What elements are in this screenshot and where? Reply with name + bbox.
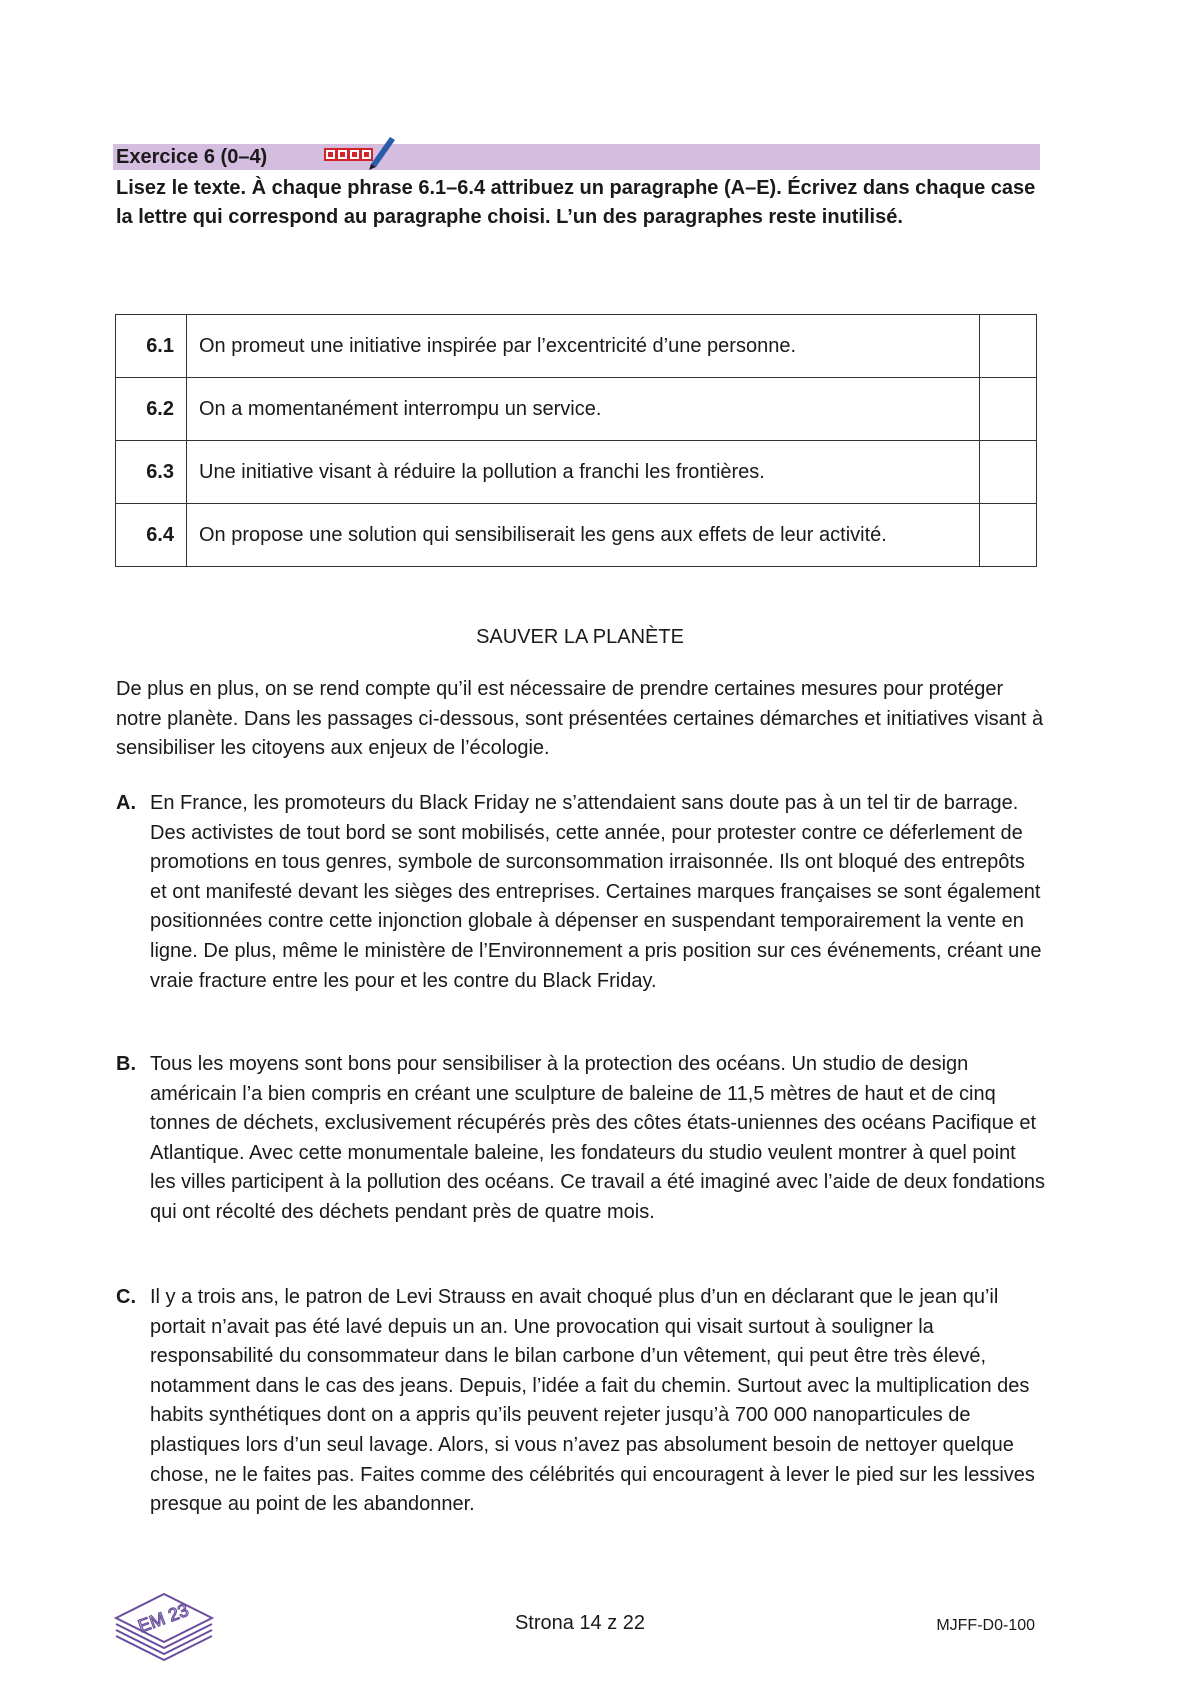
paragraph-letter: C. bbox=[116, 1286, 136, 1308]
exam-code: MJFF-D0-100 bbox=[936, 1617, 1035, 1634]
task-row bbox=[116, 378, 1037, 441]
page-number: Strona 14 z 22 bbox=[514, 1612, 646, 1634]
article-title: SAUVER LA PLANÈTE bbox=[476, 626, 684, 648]
paragraph-letter: B. bbox=[116, 1053, 136, 1075]
answer-box[interactable] bbox=[980, 378, 1037, 441]
task-row bbox=[116, 504, 1037, 567]
paragraph-c bbox=[116, 1283, 1046, 1520]
answer-box[interactable] bbox=[980, 315, 1037, 378]
answer-box[interactable] bbox=[980, 504, 1037, 567]
article-intro: De plus en plus, on se rend compte qu’il est nécessaire de prendre certaines mesures pour protéger notre planète. Dans les passages ci-dessous, sont présentées certaines démarches et initiatives visant à sensibiliser les citoyens aux enjeux de l’écologie. bbox=[116, 678, 1044, 760]
paragraph-a bbox=[116, 789, 1046, 996]
task-number: 6.2 bbox=[116, 378, 187, 441]
checkbox-icons bbox=[325, 149, 372, 160]
task-number: 6.4 bbox=[116, 504, 187, 567]
task-text: On promeut une initiative inspirée par l’excentricité d’une personne. bbox=[187, 315, 980, 378]
paragraph-b bbox=[116, 1050, 1046, 1228]
answer-box[interactable] bbox=[980, 441, 1037, 504]
paragraph-text: En France, les promoteurs du Black Friday ne s’attendaient sans doute pas à un tel tir de barrage. Des activistes de tout bord se sont mobilisés, cette année, pour protester contre ce déferlement de promotions en tous genres, symbole de surconsommation irraisonnée. Ils ont bloqué des entrepôts et ont manifesté devant les sièges des entreprises. Certaines marques françaises se sont également positionnées contre cette injonction globale à dépenser en suspendant temporairement la vente en ligne. De plus, même le ministère de l’Environnement a pris position sur ces événements, créant une vraie fracture entre les pour et les contre du Black Friday. bbox=[150, 792, 1042, 992]
task-table bbox=[115, 314, 1037, 567]
task-row bbox=[116, 315, 1037, 378]
task-text: On propose une solution qui sensibiliserait les gens aux effets de leur activité. bbox=[187, 504, 980, 567]
paragraph-text: Il y a trois ans, le patron de Levi Strauss en avait choqué plus d’un en déclarant que le jean qu’il portait n’avait pas été lavé depuis un an. Une provocation qui visait surtout à souligner la responsabilité du consommateur dans le bilan carbone d’un vêtement, qui peut être très élevé, notamment dans le cas des jeans. Depuis, l’idée a fait du chemin. Surtout avec la multiplication des habits synthétiques dont on a appris qu’ils peuvent rejeter jusqu’à 700 000 nanoparticules de plastiques lors d’un seul lavage. Alors, si vous n’avez pas absolument besoin de nettoyer quelque chose, ne le faites pas. Faites comme des célébrités qui encouragent à lever le pied sur les lessives presque au point de les abandonner. bbox=[150, 1286, 1035, 1516]
logo-text: EM 23 bbox=[135, 1599, 192, 1637]
task-number: 6.3 bbox=[116, 441, 187, 504]
task-row bbox=[116, 441, 1037, 504]
exercise-type-icons bbox=[324, 134, 404, 170]
paragraph-text: Tous les moyens sont bons pour sensibiliser à la protection des océans. Un studio de design américain l’a bien compris en créant une sculpture de baleine de 11,5 mètres de haut et de cinq tonnes de déchets, exclusivement récupérés près des côtes états-uniennes des océans Pacifique et Atlantique. Avec cette monumentale baleine, les fondateurs du studio veulent montrer à quel point les villes participent à la pollution des océans. Ce travail a été imaginé avec l’aide de deux fondations qui ont récolté des déchets pendant près de quatre mois. bbox=[150, 1053, 1045, 1223]
paragraph-letter: A. bbox=[116, 792, 136, 814]
exercise-title: Exercice 6 (0–4) bbox=[116, 146, 268, 168]
exercise-instructions: Lisez le texte. À chaque phrase 6.1–6.4 attribuez un paragraphe (A–E). Écrivez dans chaque case la lettre qui correspond au paragraphe choisi. L’un des paragraphes reste inutilisé. bbox=[116, 177, 1036, 228]
task-number: 6.1 bbox=[116, 315, 187, 378]
task-text: Une initiative visant à réduire la pollution a franchi les frontières. bbox=[187, 441, 980, 504]
task-text: On a momentanément interrompu un service. bbox=[187, 378, 980, 441]
